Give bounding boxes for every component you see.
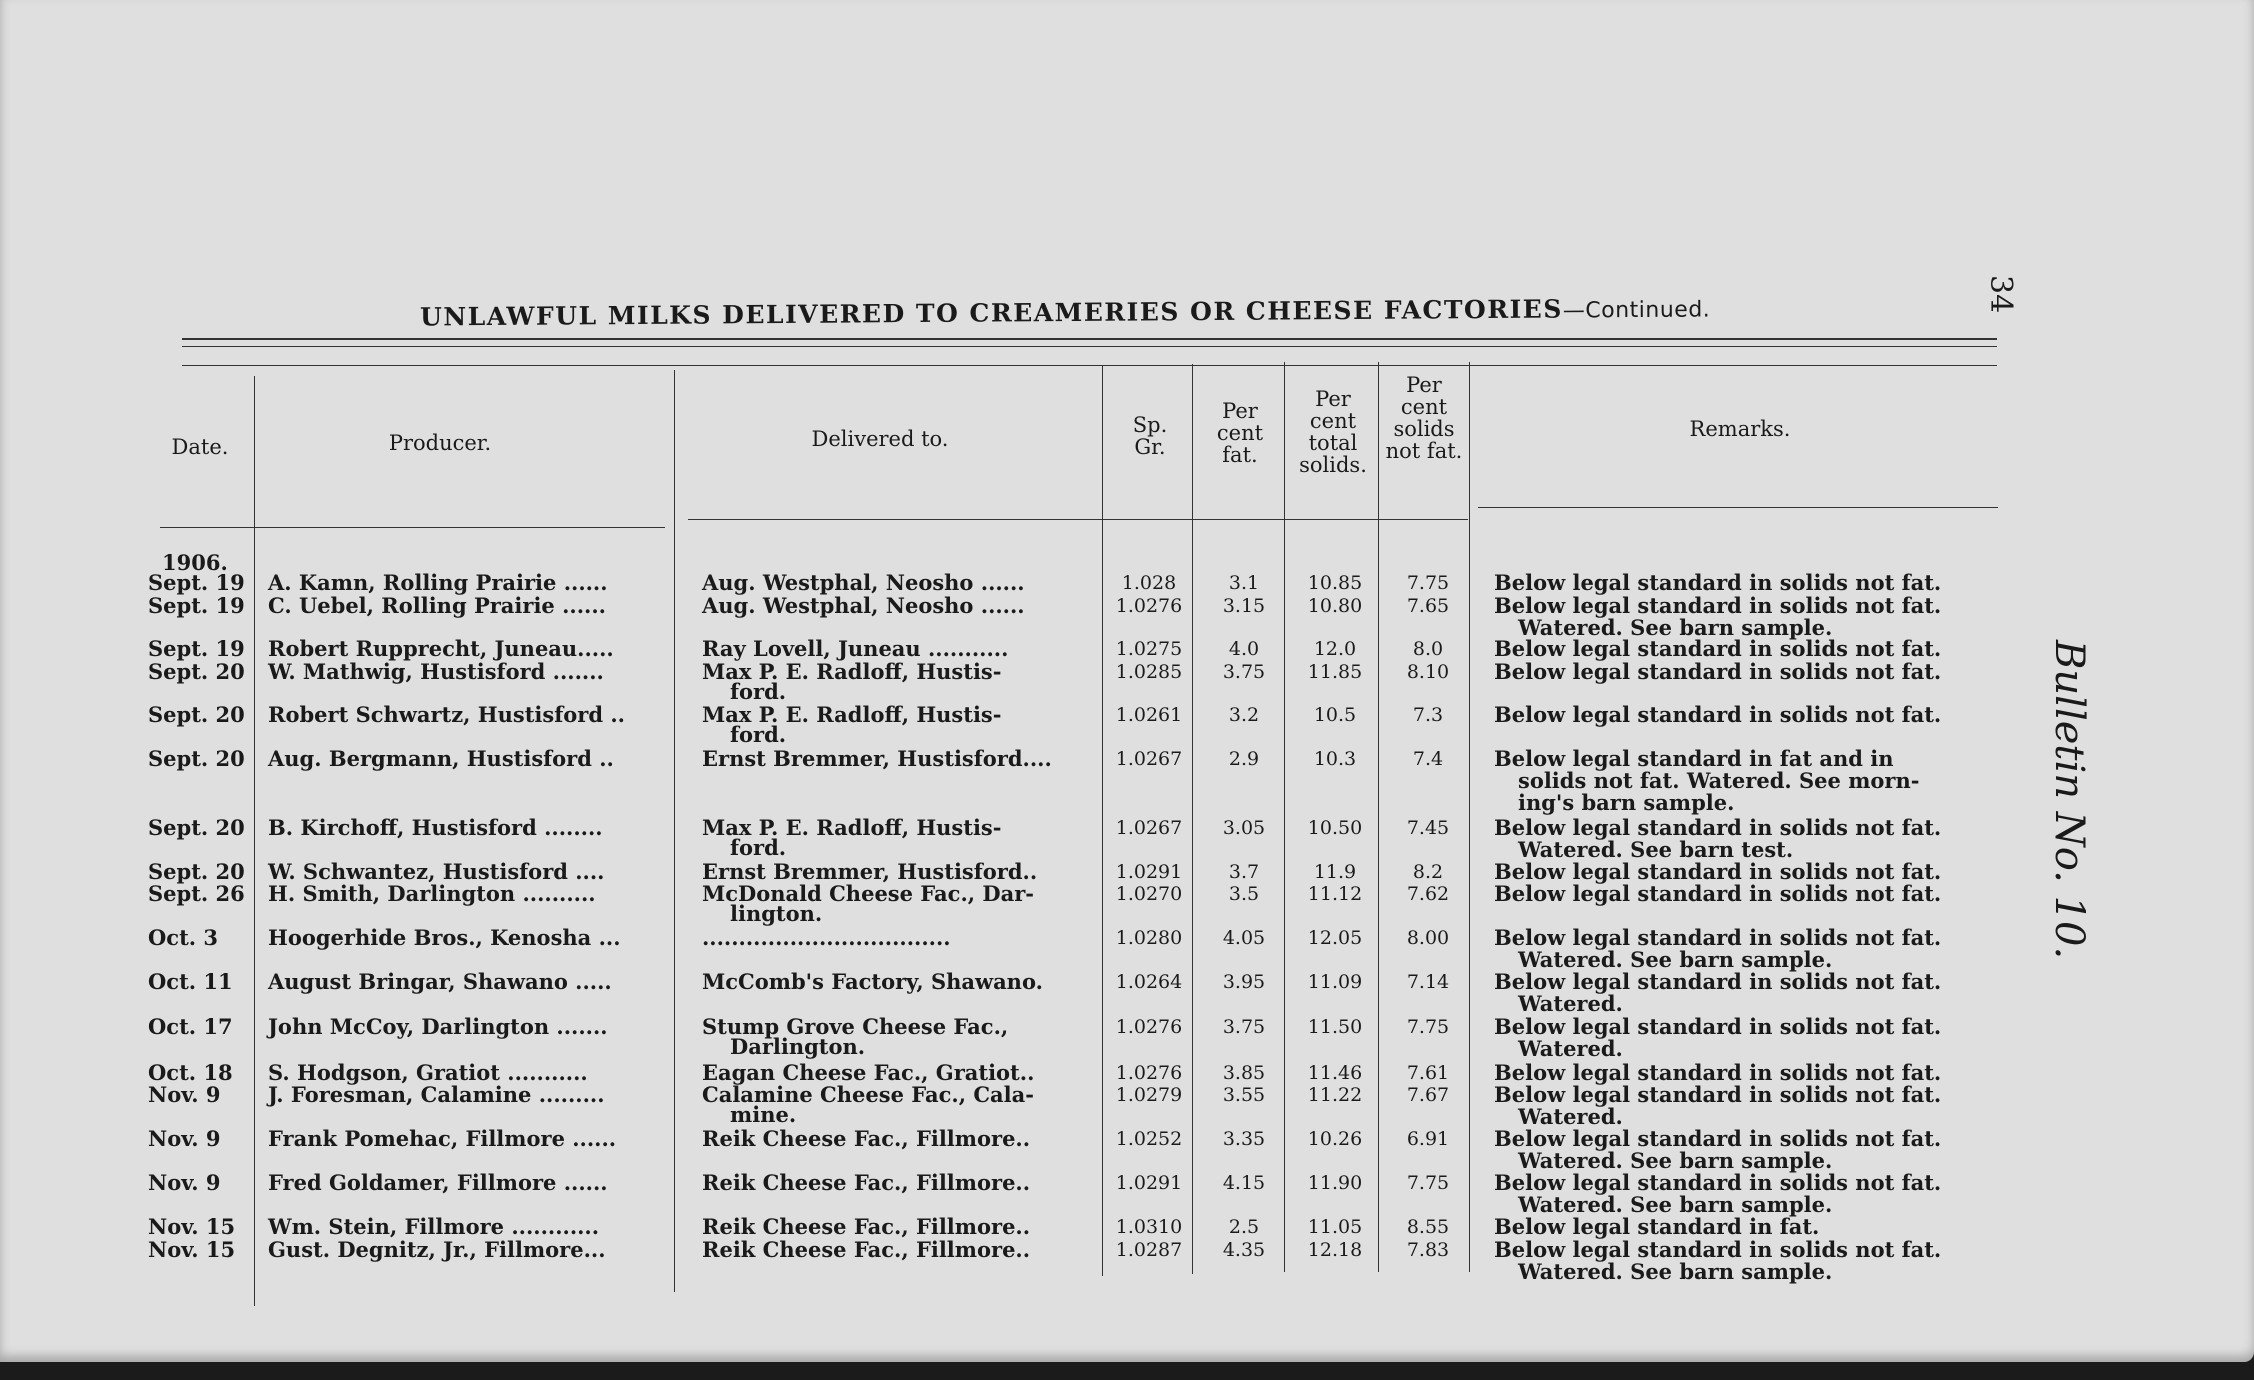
col-rule-date — [254, 376, 255, 1306]
row-fat: 3.7 — [1228, 861, 1260, 883]
row-sp: 1.0264 — [1115, 971, 1183, 993]
row-snf: 7.75 — [1406, 1016, 1450, 1038]
row-fat: 3.75 — [1222, 1016, 1266, 1038]
header-date: Date. — [171, 435, 229, 459]
row-sp: 1.0310 — [1115, 1216, 1183, 1238]
row-snf: 7.62 — [1406, 883, 1450, 905]
row-delivered-to: Max P. E. Radloff, Hustis- — [702, 659, 1002, 684]
row-remarks — [1494, 861, 2034, 883]
remark-line: Below legal standard in solids not fat. — [1494, 1237, 1942, 1262]
header-bottom-rule-3 — [1478, 507, 1998, 508]
row-producer: A. Kamn, Rolling Prairie ...... — [268, 570, 608, 595]
row-date: Oct. 11 — [148, 969, 233, 994]
header-fat: Per cent fat. — [1216, 399, 1264, 467]
row-sp: 1.0270 — [1115, 883, 1183, 905]
row-ts: 11.46 — [1307, 1062, 1363, 1084]
row-delivered-to: McComb's Factory, Shawano. — [702, 969, 1043, 994]
bulletin-label: Bulletin No. 10. — [2046, 640, 2092, 960]
row-date: Nov. 15 — [148, 1237, 236, 1262]
row-fat: 3.2 — [1228, 704, 1260, 726]
row-delivered-to: ford. — [730, 679, 787, 704]
header-solids-not-fat: Per cent solids not fat. — [1385, 373, 1463, 463]
row-ts: 10.3 — [1313, 748, 1357, 770]
row-snf: 8.0 — [1412, 638, 1444, 660]
row-ts: 11.22 — [1307, 1084, 1363, 1106]
table-title-main: UNLAWFUL MILKS DELIVERED TO CREAMERIES OR CHEESE FACTORIES — [419, 294, 1563, 332]
row-remarks — [1494, 638, 2034, 660]
row-delivered-to: McDonald Cheese Fac., Dar- — [702, 881, 1034, 906]
row-snf: 7.75 — [1406, 1172, 1450, 1194]
row-snf: 7.4 — [1412, 748, 1444, 770]
row-date: Sept. 19 — [148, 593, 245, 618]
row-delivered-to: Eagan Cheese Fac., Gratiot.. — [702, 1060, 1035, 1085]
row-producer: S. Hodgson, Gratiot ........... — [268, 1060, 588, 1085]
row-fat: 3.5 — [1228, 883, 1260, 905]
row-producer: August Bringar, Shawano ..... — [268, 969, 612, 994]
row-producer: John McCoy, Darlington ....... — [268, 1014, 608, 1039]
remark-line: Watered. — [1518, 991, 1623, 1016]
remark-line: Below legal standard in solids not fat. — [1494, 969, 1942, 994]
row-remarks — [1494, 595, 2034, 639]
col-rule-delivered — [1102, 366, 1103, 1276]
header-spgr: Sp. Gr. — [1132, 413, 1168, 459]
table-title-continued: —Continued. — [1562, 297, 1711, 324]
row-fat: 3.35 — [1222, 1128, 1266, 1150]
row-fat: 3.55 — [1222, 1084, 1266, 1106]
row-fat: 2.9 — [1228, 748, 1260, 770]
row-producer: Wm. Stein, Fillmore ............ — [268, 1214, 600, 1239]
row-delivered-to: Calamine Cheese Fac., Cala- — [702, 1082, 1034, 1107]
row-delivered-to: Reik Cheese Fac., Fillmore.. — [702, 1126, 1031, 1151]
row-ts: 11.85 — [1307, 661, 1363, 683]
row-delivered-to: Max P. E. Radloff, Hustis- — [702, 815, 1002, 840]
header-delivered: Delivered to. — [811, 427, 949, 451]
row-ts: 11.12 — [1307, 883, 1363, 905]
row-snf: 8.2 — [1412, 861, 1444, 883]
row-producer: Aug. Bergmann, Hustisford .. — [268, 746, 614, 771]
row-producer: Robert Schwartz, Hustisford .. — [268, 702, 625, 727]
remark-line: Below legal standard in fat and in — [1494, 746, 1894, 771]
remark-line: Below legal standard in solids not fat. — [1494, 1126, 1942, 1151]
header-remarks: Remarks. — [1689, 417, 1791, 441]
remark-line: Watered. See barn sample. — [1518, 615, 1833, 640]
remark-line: Below legal standard in solids not fat. — [1494, 1060, 1942, 1085]
top-rule — [182, 338, 1997, 340]
row-producer: Gust. Degnitz, Jr., Fillmore... — [268, 1237, 606, 1262]
year-label: 1906. — [162, 550, 228, 575]
header-top-rule — [182, 365, 1997, 366]
row-date: Oct. 17 — [148, 1014, 233, 1039]
row-delivered-to: lington. — [730, 901, 823, 926]
remark-line: Watered. See barn sample. — [1518, 1259, 1833, 1284]
remark-line: Watered. See barn sample. — [1518, 1148, 1833, 1173]
page-number: 34 — [1983, 275, 2018, 314]
row-sp: 1.0276 — [1115, 1016, 1183, 1038]
remark-line: Below legal standard in solids not fat. — [1494, 1014, 1942, 1039]
row-sp: 1.0267 — [1115, 748, 1183, 770]
header-bottom-rule-2 — [688, 519, 1468, 520]
remark-line: Watered. See barn sample. — [1518, 947, 1833, 972]
header-producer: Producer. — [388, 431, 492, 455]
row-delivered-to: Aug. Westphal, Neosho ...... — [702, 593, 1025, 618]
row-snf: 8.10 — [1406, 661, 1450, 683]
row-sp: 1.0261 — [1115, 704, 1183, 726]
row-date: Nov. 15 — [148, 1214, 236, 1239]
row-ts: 10.26 — [1307, 1128, 1363, 1150]
remark-line: Below legal standard in solids not fat. — [1494, 702, 1942, 727]
row-ts: 12.18 — [1307, 1239, 1363, 1261]
row-sp: 1.028 — [1121, 572, 1177, 594]
row-ts: 12.0 — [1313, 638, 1357, 660]
row-date: Sept. 20 — [148, 659, 245, 684]
row-fat: 3.75 — [1222, 661, 1266, 683]
remark-line: Below legal standard in solids not fat. — [1494, 925, 1942, 950]
row-remarks — [1494, 1084, 2034, 1128]
col-rule-producer — [674, 370, 675, 1292]
row-fat: 3.1 — [1228, 572, 1260, 594]
row-ts: 12.05 — [1307, 927, 1363, 949]
remark-line: Below legal standard in solids not fat. — [1494, 881, 1942, 906]
row-delivered-to: Aug. Westphal, Neosho ...... — [702, 570, 1025, 595]
row-snf: 7.3 — [1412, 704, 1444, 726]
row-remarks — [1494, 748, 2034, 814]
row-date: Sept. 19 — [148, 570, 245, 595]
remark-line: Below legal standard in solids not fat. — [1494, 815, 1942, 840]
row-delivered-to: Reik Cheese Fac., Fillmore.. — [702, 1170, 1031, 1195]
row-fat: 3.05 — [1222, 817, 1266, 839]
row-date: Nov. 9 — [148, 1170, 221, 1195]
row-producer: J. Foresman, Calamine ......... — [268, 1082, 605, 1107]
row-delivered-to: ford. — [730, 722, 787, 747]
row-producer: W. Schwantez, Hustisford .... — [268, 859, 605, 884]
row-ts: 11.09 — [1307, 971, 1363, 993]
row-ts: 10.5 — [1313, 704, 1357, 726]
row-snf: 7.83 — [1406, 1239, 1450, 1261]
table-title — [420, 293, 1710, 331]
remark-line: solids not fat. Watered. See morn- — [1518, 768, 1920, 793]
row-date: Oct. 3 — [148, 925, 219, 950]
row-remarks — [1494, 971, 2034, 1015]
top-rule-thin — [182, 346, 1997, 347]
remark-line: Below legal standard in solids not fat. — [1494, 570, 1942, 595]
row-remarks — [1494, 1216, 2034, 1238]
row-date: Sept. 20 — [148, 702, 245, 727]
row-ts: 11.05 — [1307, 1216, 1363, 1238]
row-fat: 4.05 — [1222, 927, 1266, 949]
col-rule-fat — [1284, 362, 1285, 1272]
row-remarks — [1494, 927, 2034, 971]
row-sp: 1.0285 — [1115, 661, 1183, 683]
row-date: Sept. 20 — [148, 815, 245, 840]
remark-line: ing's barn sample. — [1518, 790, 1735, 815]
row-date: Oct. 18 — [148, 1060, 233, 1085]
remark-line: Below legal standard in solids not fat. — [1494, 1082, 1942, 1107]
row-sp: 1.0276 — [1115, 1062, 1183, 1084]
remark-line: Watered. — [1518, 1036, 1623, 1061]
row-ts: 10.80 — [1307, 595, 1363, 617]
row-fat: 2.5 — [1228, 1216, 1260, 1238]
row-producer: Hoogerhide Bros., Kenosha ... — [268, 925, 621, 950]
remark-line: Below legal standard in fat. — [1494, 1214, 1820, 1239]
row-sp: 1.0291 — [1115, 1172, 1183, 1194]
row-snf: 7.14 — [1406, 971, 1450, 993]
row-producer: H. Smith, Darlington .......... — [268, 881, 596, 906]
row-sp: 1.0267 — [1115, 817, 1183, 839]
row-ts: 11.90 — [1307, 1172, 1363, 1194]
remark-line: Below legal standard in solids not fat. — [1494, 659, 1942, 684]
row-producer: Fred Goldamer, Fillmore ...... — [268, 1170, 608, 1195]
row-snf: 7.67 — [1406, 1084, 1450, 1106]
row-sp: 1.0291 — [1115, 861, 1183, 883]
row-producer: Robert Rupprecht, Juneau..... — [268, 636, 614, 661]
row-snf: 8.00 — [1406, 927, 1450, 949]
row-fat: 3.95 — [1222, 971, 1266, 993]
row-remarks — [1494, 704, 2034, 726]
remark-line: Below legal standard in solids not fat. — [1494, 593, 1942, 618]
row-producer: Frank Pomehac, Fillmore ...... — [268, 1126, 617, 1151]
row-sp: 1.0276 — [1115, 595, 1183, 617]
row-date: Sept. 19 — [148, 636, 245, 661]
row-sp: 1.0275 — [1115, 638, 1183, 660]
remark-line: Watered. — [1518, 1104, 1623, 1129]
row-sp: 1.0280 — [1115, 927, 1183, 949]
row-delivered-to: Reik Cheese Fac., Fillmore.. — [702, 1237, 1031, 1262]
row-delivered-to: .................................. — [702, 925, 951, 950]
row-fat: 4.35 — [1222, 1239, 1266, 1261]
row-date: Nov. 9 — [148, 1082, 221, 1107]
row-fat: 4.15 — [1222, 1172, 1266, 1194]
row-snf: 7.45 — [1406, 817, 1450, 839]
row-snf: 7.75 — [1406, 572, 1450, 594]
row-producer: C. Uebel, Rolling Prairie ...... — [268, 593, 606, 618]
row-snf: 6.91 — [1406, 1128, 1450, 1150]
row-remarks — [1494, 883, 2034, 905]
row-delivered-to: mine. — [730, 1102, 797, 1127]
row-fat: 3.85 — [1222, 1062, 1266, 1084]
row-sp: 1.0287 — [1115, 1239, 1183, 1261]
row-delivered-to: Ray Lovell, Juneau ........... — [702, 636, 1009, 661]
row-remarks — [1494, 1062, 2034, 1084]
row-snf: 7.61 — [1406, 1062, 1450, 1084]
row-snf: 7.65 — [1406, 595, 1450, 617]
row-delivered-to: Ernst Bremmer, Hustisford.... — [702, 746, 1052, 771]
remark-line: Watered. See barn test. — [1518, 837, 1794, 862]
remark-line: Below legal standard in solids not fat. — [1494, 859, 1942, 884]
row-delivered-to: Darlington. — [730, 1034, 866, 1059]
row-ts: 11.9 — [1313, 861, 1357, 883]
row-delivered-to: Ernst Bremmer, Hustisford.. — [702, 859, 1038, 884]
row-sp: 1.0279 — [1115, 1084, 1183, 1106]
remark-line: Watered. See barn sample. — [1518, 1192, 1833, 1217]
remark-line: Below legal standard in solids not fat. — [1494, 636, 1942, 661]
row-remarks — [1494, 1016, 2034, 1060]
row-date: Nov. 9 — [148, 1126, 221, 1151]
row-remarks — [1494, 1128, 2034, 1172]
header-total-solids: Per cent total solids. — [1299, 387, 1367, 477]
row-ts: 11.50 — [1307, 1016, 1363, 1038]
row-ts: 10.85 — [1307, 572, 1363, 594]
row-remarks — [1494, 661, 2034, 683]
row-delivered-to: Stump Grove Cheese Fac., — [702, 1014, 1009, 1039]
row-delivered-to: Max P. E. Radloff, Hustis- — [702, 702, 1002, 727]
row-producer: W. Mathwig, Hustisford ....... — [268, 659, 604, 684]
row-fat: 4.0 — [1228, 638, 1260, 660]
row-remarks — [1494, 817, 2034, 861]
row-remarks — [1494, 1239, 2034, 1283]
header-bottom-rule-1 — [160, 527, 665, 528]
row-delivered-to: ford. — [730, 835, 787, 860]
row-date: Sept. 26 — [148, 881, 245, 906]
row-date: Sept. 20 — [148, 859, 245, 884]
row-fat: 3.15 — [1222, 595, 1266, 617]
row-remarks — [1494, 572, 2034, 594]
row-snf: 8.55 — [1406, 1216, 1450, 1238]
row-sp: 1.0252 — [1115, 1128, 1183, 1150]
row-ts: 10.50 — [1307, 817, 1363, 839]
row-date: Sept. 20 — [148, 746, 245, 771]
row-producer: B. Kirchoff, Hustisford ........ — [268, 815, 603, 840]
row-delivered-to: Reik Cheese Fac., Fillmore.. — [702, 1214, 1031, 1239]
remark-line: Below legal standard in solids not fat. — [1494, 1170, 1942, 1195]
row-remarks — [1494, 1172, 2034, 1216]
